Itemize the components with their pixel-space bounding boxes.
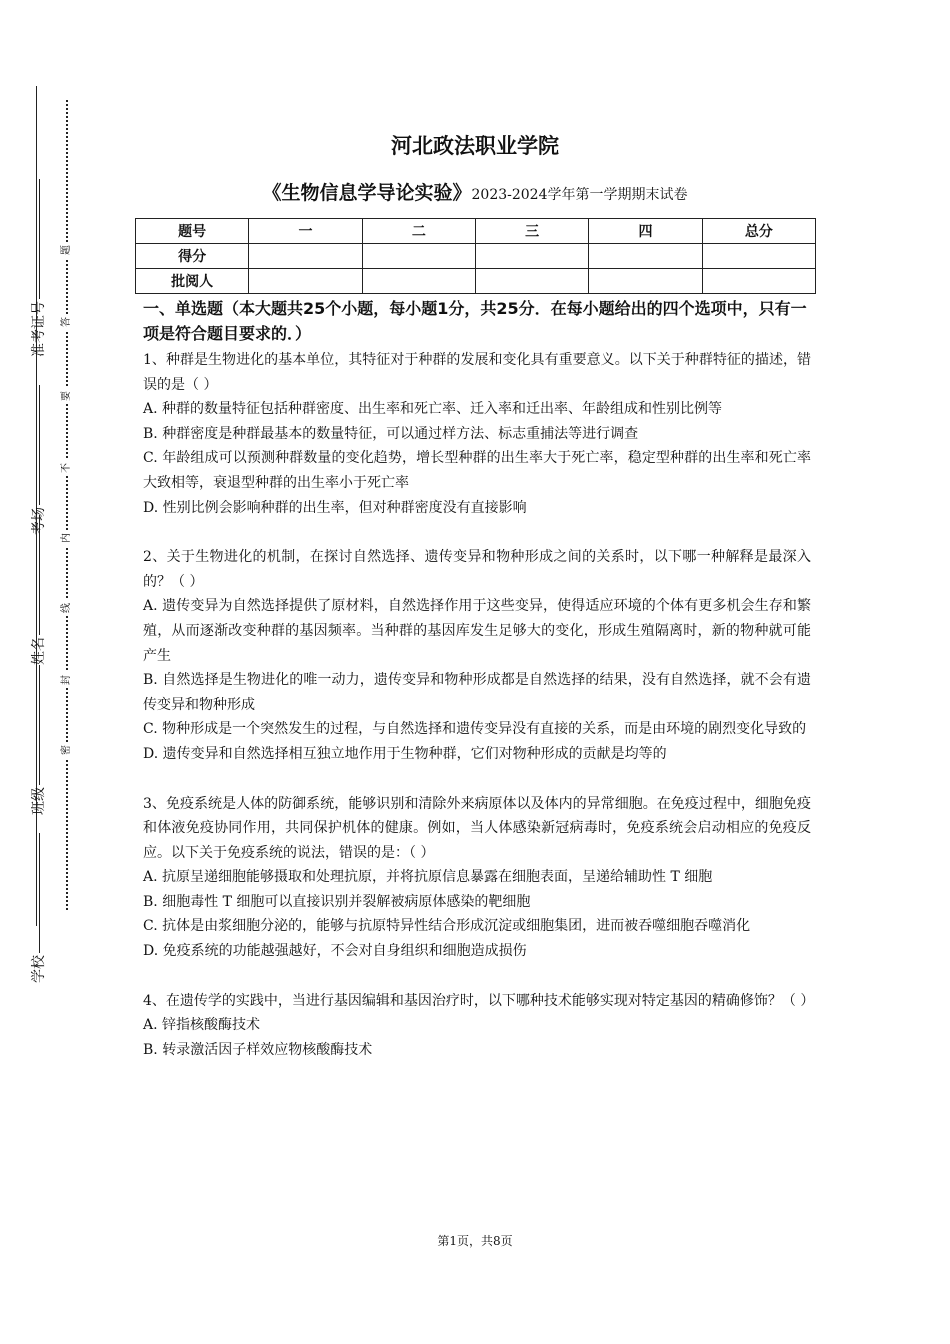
table-header-cell: 三: [475, 219, 588, 244]
score-cell: [589, 244, 702, 269]
score-table-header-row: [136, 219, 816, 244]
seal-char: 密: [61, 742, 73, 758]
option-b: B. 转录激活因子样效应物核酸酶技术: [143, 1041, 373, 1058]
reviewer-cell: [249, 269, 362, 294]
seal-char: 不: [61, 460, 73, 476]
field-exam-number: [8, 178, 68, 358]
field-label: 班级: [31, 787, 47, 815]
field-label: 姓名: [31, 637, 47, 665]
score-cell: [475, 244, 588, 269]
table-header-cell: 一: [249, 219, 362, 244]
question-2: [143, 545, 811, 766]
fill-line: [39, 833, 40, 953]
option-c: C. 抗体是由浆细胞分泌的，能够与抗原特异性结合形成沉淀或细胞集团，进而被吞噬细胞吞噬消化: [143, 918, 751, 935]
school-name: 河北政法职业学院: [391, 134, 559, 158]
seal-char: 要: [61, 388, 73, 404]
section-title: 一、单选题（本大题共25个小题，每小题1分，共25分．在每小题给出的四个选项中，只有一项是符合题目要求的．）: [143, 299, 807, 343]
option-c: C. 物种形成是一个突然发生的过程，与自然选择和遗传变异没有直接的关系，而是由环境的剧烈变化导致的: [143, 721, 807, 738]
field-label: 考场: [31, 507, 47, 535]
question-1: [143, 348, 811, 520]
fill-line: [39, 385, 40, 505]
row-label: 批阅人: [136, 269, 249, 294]
seal-char: 内: [61, 530, 73, 546]
option-c: C. 年龄组成可以预测种群数量的变化趋势，增长型种群的出生率大于死亡率，稳定型种群的出生率和死亡率大致相等，衰退型种群的出生率小于死亡率: [143, 450, 811, 491]
option-d: D. 性别比例会影响种群的出生率，但对种群密度没有直接影响: [143, 499, 527, 516]
field-school: [8, 818, 68, 998]
exam-content: [143, 296, 815, 1087]
score-table: [135, 218, 816, 294]
option-a: A. 遗传变异为自然选择提供了原材料，自然选择作用于这些变异，使得适应环境的个体有更多机会生存和繁殖，从而逐渐改变种群的基因频率。当种群的基因库发生足够大的变化，形成生殖隔离时，新的物种就可能产生: [143, 598, 811, 664]
seal-char: 题: [61, 242, 73, 258]
reviewer-cell: [475, 269, 588, 294]
option-b: B. 细胞毒性 T 细胞可以直接识别并裂解被病原体感染的靶细胞: [143, 893, 531, 910]
option-b: B. 种群密度是种群最基本的数量特征，可以通过样方法、标志重捕法等进行调查: [143, 425, 639, 442]
reviewer-cell: [589, 269, 702, 294]
option-b: B. 自然选择是生物进化的唯一动力，遗传变异和物种形成都是自然选择的结果，没有自然选择，就不会有遗传变异和物种形成: [143, 672, 811, 713]
score-cell: [702, 244, 815, 269]
seal-char: 答: [61, 314, 73, 330]
option-a: A. 锌指核酸酶技术: [143, 1017, 261, 1034]
option-a: A. 抗原呈递细胞能够摄取和处理抗原，并将抗原信息暴露在细胞表面，呈递给辅助性 T 细胞: [143, 869, 713, 886]
question-stem: 4、在遗传学的实践中，当进行基因编辑和基因治疗时，以下哪种技术能够实现对特定基因的精确修饰？（ ）: [143, 992, 815, 1009]
question-stem: 1、种群是生物进化的基本单位，其特征对于种群的发展和变化具有重要意义。以下关于种群特征的描述，错误的是（ ）: [143, 352, 811, 393]
term-label: 2023-2024学年第一学期期末试卷: [471, 187, 688, 203]
question-3: [143, 792, 811, 964]
question-4: [143, 989, 815, 1063]
exam-title: [0, 178, 950, 205]
field-class: [8, 650, 68, 830]
page-footer: 第1页，共8页: [437, 1234, 513, 1248]
seal-char: 线: [61, 600, 73, 616]
seal-char: 封: [61, 672, 73, 688]
fill-line: [39, 515, 40, 635]
table-header-cell: 总分: [702, 219, 815, 244]
reviewer-cell: [362, 269, 475, 294]
row-label: 得分: [136, 244, 249, 269]
field-label: 学校: [31, 955, 47, 983]
score-row: [136, 244, 816, 269]
course-title: 《生物信息学导论实验》: [262, 182, 472, 204]
option-a: A. 种群的数量特征包括种群密度、出生率和死亡率、迁入率和迁出率、年龄组成和性别比例等: [143, 401, 723, 418]
reviewer-cell: [702, 269, 815, 294]
table-header-cell: 题号: [136, 219, 249, 244]
score-cell: [362, 244, 475, 269]
table-header-cell: 二: [362, 219, 475, 244]
field-label: 准考证号: [31, 301, 47, 357]
question-stem: 3、免疫系统是人体的防御系统，能够识别和清除外来病原体以及体内的异常细胞。在免疫过程中，细胞免疫和体液免疫协同作用，共同保护机体的健康。例如，当人体感染新冠病毒时，免疫系统会启动相应的免疫反应。以下关于免疫系统的说法，错误的是：（ ）: [143, 795, 811, 861]
option-d: D. 免疫系统的功能越强越好，不会对自身组织和细胞造成损伤: [143, 943, 527, 960]
table-header-cell: 四: [589, 219, 702, 244]
reviewer-row: [136, 269, 816, 294]
question-stem: 2、关于生物进化的机制，在探讨自然选择、遗传变异和物种形成之间的关系时，以下哪一种解释是最深入的？（ ）: [143, 549, 811, 590]
fill-line: [39, 665, 40, 785]
score-cell: [249, 244, 362, 269]
option-d: D. 遗传变异和自然选择相互独立地作用于生物种群，它们对物种形成的贡献是均等的: [143, 745, 667, 762]
